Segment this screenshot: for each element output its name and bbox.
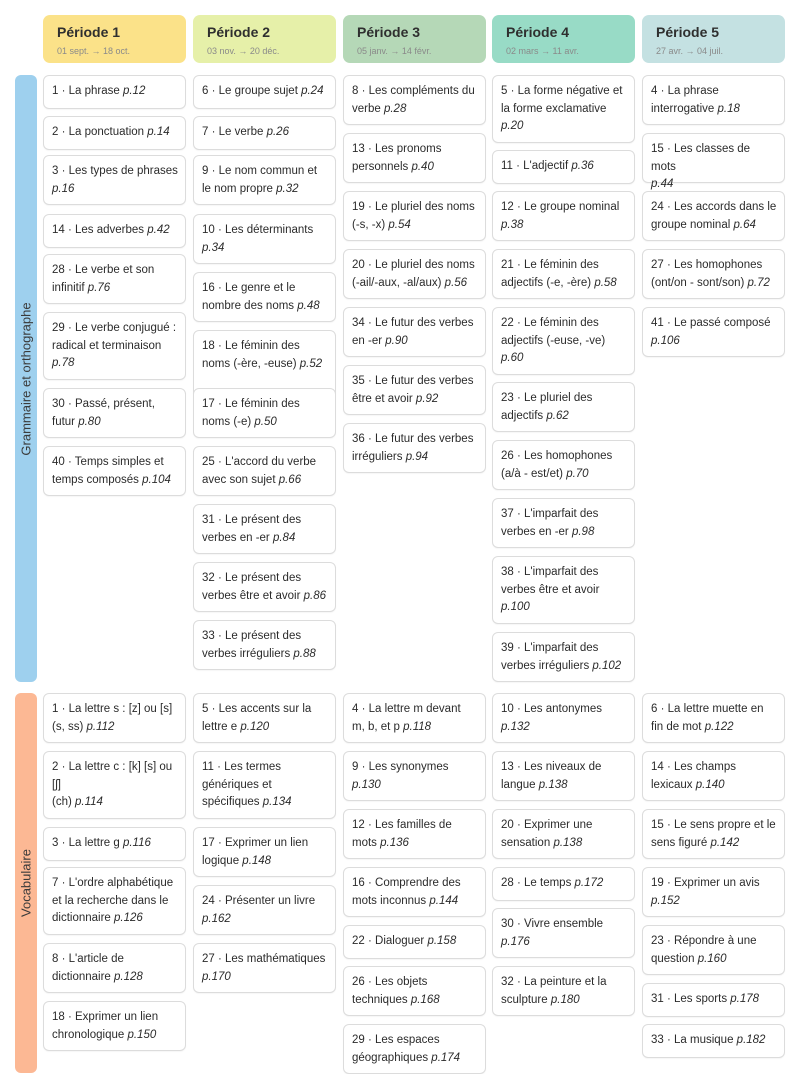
page-reference: p.62 <box>546 409 569 422</box>
lesson-card[interactable] <box>642 867 785 917</box>
lesson-title-line: nombre des noms <box>202 299 298 312</box>
page-reference: p.152 <box>651 894 680 907</box>
page-reference: p.138 <box>553 836 583 849</box>
lesson-title-line: 12 · Le groupe nominal <box>501 201 620 213</box>
lesson-title-line: 18 · Le féminin des <box>202 340 300 352</box>
lesson-title-line: 9 · Le nom commun et <box>202 165 318 177</box>
page-reference: p.142 <box>710 836 740 849</box>
lesson-title-line: 25 · L'accord du verbe <box>202 456 317 468</box>
lesson-card[interactable] <box>642 809 785 859</box>
lesson-card[interactable] <box>642 249 785 299</box>
lesson-title-line: lettre e <box>202 720 241 733</box>
lesson-card[interactable] <box>193 562 336 612</box>
lesson-card[interactable] <box>43 75 186 109</box>
page-reference: p.104 <box>142 473 171 486</box>
section-title: Vocabulaire <box>18 849 34 917</box>
lesson-title-line: 10 · Les déterminants <box>202 224 314 236</box>
lesson-title-line: 14 · Les adverbes <box>52 224 148 236</box>
page-reference: p.178 <box>730 993 760 1005</box>
period-header-3 <box>343 15 486 63</box>
lesson-title-line: verbes irréguliers <box>501 659 593 672</box>
lesson-card[interactable] <box>43 827 186 861</box>
period-dates: 02 mars → 11 avr. <box>506 46 579 56</box>
page-reference: p.78 <box>52 357 75 369</box>
lesson-title-line: 27 · Les homophones <box>651 259 763 271</box>
lesson-title-line: adjectifs (-e, -ère) <box>501 276 595 289</box>
period-header-2 <box>193 15 336 63</box>
page-reference: p.118 <box>403 720 432 733</box>
lesson-title-line: 11 · L'adjectif <box>501 160 572 172</box>
page-reference: p.180 <box>550 993 580 1006</box>
lesson-card[interactable] <box>343 966 486 1016</box>
lesson-title-line: 23 · Le pluriel des <box>501 392 593 404</box>
lesson-title-line: 7 · L'ordre alphabétique <box>52 877 174 889</box>
lesson-title-line: question <box>651 952 698 965</box>
page-reference: p.92 <box>415 392 439 405</box>
lesson-title-line: génériques et <box>202 778 272 791</box>
lesson-card[interactable] <box>343 75 486 125</box>
lesson-title-line: infinitif <box>52 281 88 294</box>
lesson-card[interactable] <box>343 191 486 241</box>
lesson-title-line: (ont/on - sont/son) <box>651 276 748 289</box>
lesson-title-line: avec son sujet <box>202 473 279 486</box>
page-reference: p.76 <box>87 281 111 294</box>
lesson-card[interactable] <box>343 423 486 473</box>
page-reference: p.86 <box>303 589 327 602</box>
lesson-title-line: noms (-ère, -euse) <box>202 357 300 370</box>
lesson-card[interactable] <box>492 751 635 801</box>
lesson-card[interactable] <box>492 75 635 143</box>
lesson-card[interactable] <box>492 693 635 743</box>
lesson-title-line: 19 · Le pluriel des noms <box>352 201 475 213</box>
lesson-title-line: 8 · Les compléments du <box>352 85 475 97</box>
lesson-card[interactable] <box>642 983 785 1017</box>
page-reference: p.98 <box>571 525 595 538</box>
page-reference: p.134 <box>262 796 292 808</box>
page-reference: p.26 <box>266 126 289 138</box>
lesson-title-line: la forme exclamative <box>501 102 607 115</box>
lesson-title-line: 24 · Présenter un livre <box>202 895 316 907</box>
lesson-title-line: 7 · Le verbe <box>202 126 267 138</box>
period-dates: 03 nov. → 20 déc. <box>207 46 280 56</box>
lesson-title-line: techniques <box>352 993 411 1006</box>
lesson-title-line: lexicaux <box>651 778 696 791</box>
lesson-card[interactable] <box>343 693 486 743</box>
lesson-card[interactable] <box>492 556 635 624</box>
lesson-card[interactable] <box>492 307 635 375</box>
page-reference: p.112 <box>86 720 115 733</box>
lesson-card[interactable] <box>43 943 186 993</box>
lesson-card[interactable] <box>642 75 785 125</box>
page-reference: p.144 <box>429 894 459 907</box>
lesson-title-line: verbes être et avoir <box>202 589 304 602</box>
lesson-title-line: 26 · Les homophones <box>501 450 613 462</box>
page-reference: p.52 <box>299 357 323 370</box>
page-reference: p.54 <box>388 218 411 231</box>
lesson-title-line: 15 · Le sens propre et le <box>651 819 776 831</box>
lesson-card[interactable] <box>492 249 635 299</box>
period-title: Période 2 <box>207 24 271 40</box>
page-reference: p.14 <box>147 126 170 138</box>
lesson-card[interactable] <box>492 632 635 682</box>
lesson-title-line: 36 · Le futur des verbes <box>352 433 474 445</box>
lesson-title-line: 29 · Le verbe conjugué : <box>52 322 177 334</box>
lesson-card[interactable] <box>193 272 336 322</box>
page-reference: p.12 <box>122 85 146 97</box>
lesson-title-line: spécifiques <box>202 796 263 808</box>
lesson-card[interactable] <box>492 440 635 490</box>
lesson-title-line: 9 · Les synonymes <box>352 761 449 773</box>
lesson-title-line: m, b, et p <box>352 720 404 733</box>
lesson-title-line: géographiques <box>352 1051 432 1064</box>
page-reference: p.126 <box>114 912 143 924</box>
lesson-card[interactable] <box>492 809 635 859</box>
lesson-card[interactable] <box>343 751 486 801</box>
lesson-title-line: 16 · Le genre et le <box>202 282 296 294</box>
lesson-card[interactable] <box>43 312 186 380</box>
lesson-title-line: (-ail/-aux, -al/aux) <box>352 276 445 289</box>
page-reference: p.94 <box>405 450 429 463</box>
lesson-title-line: 20 · Exprimer une <box>501 819 593 831</box>
lesson-title-line: 16 · Comprendre des <box>352 877 461 889</box>
page-reference: p.100 <box>501 601 530 613</box>
lesson-title-line: verbes en -er <box>501 525 572 538</box>
lesson-title-line: 30 · Vivre ensemble <box>501 918 604 930</box>
page-reference: p.122 <box>704 720 734 733</box>
lesson-title-line: (s, ss) <box>52 720 87 733</box>
lesson-title-line: 12 · Les familles de <box>352 819 452 831</box>
lesson-card[interactable] <box>343 307 486 357</box>
lesson-title-line: [ʃ] <box>52 778 61 791</box>
lesson-title-line: et la recherche dans le <box>52 894 169 907</box>
lesson-title-line: radical et terminaison <box>52 339 162 352</box>
lesson-card[interactable] <box>492 908 635 958</box>
page-reference: p.66 <box>278 473 302 486</box>
lesson-title-line: irréguliers <box>352 450 406 463</box>
lesson-title-line: 34 · Le futur des verbes <box>352 317 474 329</box>
lesson-card[interactable] <box>43 693 186 743</box>
lesson-title-line: 28 · Le temps <box>501 877 575 889</box>
lesson-card[interactable] <box>642 191 785 241</box>
page-reference: p.72 <box>747 276 770 289</box>
lesson-title-line: fin de mot <box>651 720 705 733</box>
lesson-title-line: chronologique <box>52 1028 128 1041</box>
page-reference: p.80 <box>78 415 101 428</box>
page-reference: p.136 <box>380 836 409 849</box>
page-reference: p.56 <box>444 276 468 289</box>
lesson-title-line: 38 · L'imparfait des <box>501 566 599 578</box>
lesson-card[interactable] <box>193 885 336 935</box>
lesson-title-line: noms (-e) <box>202 415 255 428</box>
lesson-title-line: 29 · Les espaces <box>352 1034 440 1046</box>
lesson-title-line: 33 · Le présent des <box>202 630 302 642</box>
page-reference: p.160 <box>697 952 727 965</box>
lesson-card[interactable] <box>492 867 635 901</box>
page-reference: p.176 <box>501 935 530 948</box>
page-reference: p.168 <box>410 993 440 1006</box>
page-reference: p.60 <box>501 352 524 364</box>
lesson-title-line: 37 · L'imparfait des <box>501 508 599 520</box>
lesson-card[interactable] <box>43 388 186 438</box>
lesson-title-line: adjectifs <box>501 409 547 422</box>
page-reference: p.84 <box>272 531 296 544</box>
lesson-card[interactable] <box>43 254 186 304</box>
lesson-title-line: 31 · Les sports <box>651 993 731 1005</box>
lesson-title-line: être et avoir <box>352 392 416 405</box>
page-reference: p.120 <box>240 720 270 733</box>
lesson-card[interactable] <box>43 446 186 496</box>
lesson-card[interactable] <box>492 150 635 184</box>
section-label-grammaire <box>15 75 37 682</box>
lesson-title-line: personnels <box>352 160 412 173</box>
page-reference: p.106 <box>651 334 680 347</box>
lesson-title-line: 6 · La lettre muette en <box>651 703 764 715</box>
lesson-title-line: 20 · Le pluriel des noms <box>352 259 475 271</box>
lesson-card[interactable] <box>193 827 336 877</box>
page-reference: p.116 <box>122 837 151 849</box>
period-title: Période 5 <box>656 24 720 40</box>
page-reference: p.58 <box>594 276 617 289</box>
lesson-title-line: 5 · Les accents sur la <box>202 703 312 715</box>
lesson-title-line: (ch) <box>52 796 75 808</box>
lesson-card[interactable] <box>193 75 336 109</box>
lesson-card[interactable] <box>193 693 336 743</box>
lesson-title-line: verbes être et avoir <box>501 583 600 596</box>
period-dates: 27 avr. → 04 juil. <box>656 46 724 56</box>
lesson-title-line: 6 · Le groupe sujet <box>202 85 302 97</box>
lesson-card[interactable] <box>642 133 785 190</box>
lesson-card[interactable] <box>43 751 186 819</box>
page-reference: p.172 <box>574 877 604 889</box>
page-reference: p.40 <box>411 160 434 173</box>
page-reference: p.34 <box>202 241 225 254</box>
lesson-title-line: futur <box>52 415 79 428</box>
lesson-title-line: 1 · La phrase <box>52 85 123 97</box>
lesson-title-line: verbes en -er <box>202 531 273 544</box>
page-reference: p.170 <box>202 970 231 983</box>
lesson-card[interactable] <box>642 751 785 801</box>
lesson-card[interactable] <box>193 620 336 670</box>
lesson-title-line: mots inconnus <box>352 894 430 907</box>
lesson-title-line: sens figuré <box>651 836 711 849</box>
page-reference: p.140 <box>695 778 725 791</box>
page-reference: p.24 <box>301 85 324 97</box>
lesson-title-line: sensation <box>501 836 554 849</box>
lesson-title-line: 22 · Dialoguer <box>352 935 428 947</box>
lesson-title-line: 33 · La musique <box>651 1034 737 1046</box>
page-reference: p.38 <box>501 218 524 231</box>
lesson-title-line: le nom propre <box>202 182 277 195</box>
lesson-title-line: en -er <box>352 334 386 347</box>
lesson-title-line: temps composés <box>52 473 143 486</box>
lesson-title-line: 4 · La phrase <box>651 85 719 97</box>
page-reference: p.130 <box>352 778 381 791</box>
lesson-title-line: 13 · Les pronoms <box>352 143 442 155</box>
lesson-card[interactable] <box>642 1024 785 1058</box>
lesson-title-line: 21 · Le féminin des <box>501 259 599 271</box>
page-reference: p.28 <box>383 102 407 115</box>
page-reference: p.50 <box>254 415 277 428</box>
lesson-card[interactable] <box>343 867 486 917</box>
page-reference: p.20 <box>501 120 524 132</box>
lesson-title-line: 3 · La lettre g <box>52 837 123 849</box>
lesson-card[interactable] <box>193 155 336 205</box>
page-reference: p.182 <box>736 1034 766 1046</box>
lesson-card[interactable] <box>43 155 186 205</box>
lesson-title-line: 23 · Répondre à une <box>651 935 757 947</box>
section-title: Grammaire et orthographe <box>18 301 34 456</box>
lesson-title-line: 26 · Les objets <box>352 976 428 988</box>
period-dates: 01 sept. → 18 oct. <box>57 46 131 56</box>
lesson-card[interactable] <box>642 925 785 975</box>
lesson-title-line: 41 · Le passé composé <box>651 317 771 329</box>
lesson-title-line: verbes irréguliers <box>202 647 294 660</box>
lesson-title-line: 35 · Le futur des verbes <box>352 375 474 387</box>
lesson-title-line: interrogative <box>651 102 718 115</box>
lesson-title-line: 17 · Le féminin des <box>202 398 300 410</box>
page-reference: p.90 <box>385 334 408 347</box>
page-reference: p.36 <box>571 160 594 172</box>
lesson-card[interactable] <box>193 116 336 150</box>
page-reference: p.70 <box>566 467 589 480</box>
lesson-title-line: adjectifs (-euse, -ve) <box>501 334 606 347</box>
page-reference: p.16 <box>52 182 75 195</box>
lesson-card[interactable] <box>193 943 336 993</box>
lesson-title-line: 32 · Le présent des <box>202 572 302 584</box>
lesson-title-line: 3 · Les types de phrases <box>52 165 178 177</box>
lesson-card[interactable] <box>343 249 486 299</box>
period-title: Période 4 <box>506 24 570 40</box>
lesson-title-line: groupe nominal <box>651 218 734 231</box>
lesson-title-line: 19 · Exprimer un avis <box>651 877 760 889</box>
period-title: Période 3 <box>357 24 421 40</box>
lesson-title-line: 13 · Les niveaux de <box>501 761 602 773</box>
lesson-title-line: 18 · Exprimer un lien <box>52 1011 159 1023</box>
page-reference: p.150 <box>127 1028 157 1041</box>
lesson-title-line: 5 · La forme négative et <box>501 85 623 97</box>
page-reference: p.138 <box>538 778 568 791</box>
lesson-card[interactable] <box>193 214 336 264</box>
lesson-title-line: 22 · Le féminin des <box>501 317 599 329</box>
lesson-card[interactable] <box>193 446 336 496</box>
lesson-card[interactable] <box>343 809 486 859</box>
page-reference: p.64 <box>733 218 756 231</box>
lesson-title-line: 14 · Les champs <box>651 761 737 773</box>
lesson-card[interactable] <box>43 116 186 150</box>
lesson-title-line: 17 · Exprimer un lien <box>202 837 309 849</box>
lesson-card[interactable] <box>492 966 635 1016</box>
lesson-card[interactable] <box>343 925 486 959</box>
lesson-card[interactable] <box>193 504 336 554</box>
lesson-title-line: dictionnaire <box>52 970 115 983</box>
page-reference: p.102 <box>592 659 622 672</box>
lesson-title-line: 40 · Temps simples et <box>52 456 164 468</box>
lesson-card[interactable] <box>43 214 186 248</box>
lesson-title-line: verbe <box>352 102 384 115</box>
lesson-card[interactable] <box>43 867 186 935</box>
lesson-card[interactable] <box>193 388 336 438</box>
period-dates: 05 janv. → 14 févr. <box>357 46 432 56</box>
period-header-4 <box>492 15 635 63</box>
page-reference: p.42 <box>147 224 170 236</box>
lesson-title-line: 4 · La lettre m devant <box>352 703 461 715</box>
lesson-card[interactable] <box>43 1001 186 1051</box>
lesson-card[interactable] <box>492 191 635 241</box>
lesson-card[interactable] <box>642 693 785 743</box>
lesson-title-line: 28 · Le verbe et son <box>52 264 155 276</box>
lesson-title-line: sculpture <box>501 993 551 1006</box>
lesson-title-line: 31 · Le présent des <box>202 514 302 526</box>
lesson-card[interactable] <box>193 751 336 819</box>
section-label-vocabulaire <box>15 693 37 1073</box>
lesson-card[interactable] <box>492 498 635 548</box>
period-title: Période 1 <box>57 24 121 40</box>
lesson-title-line: 15 · Les classes de mots <box>651 143 751 173</box>
lesson-title-line: 39 · L'imparfait des <box>501 642 599 654</box>
page-reference: p.88 <box>293 647 316 660</box>
lesson-title-line: 11 · Les termes <box>202 761 282 773</box>
lesson-title-line: (a/à - est/et) <box>501 467 567 480</box>
page-reference: p.132 <box>501 720 530 733</box>
lesson-title-line: (-s, -x) <box>352 218 389 231</box>
page-reference: p.158 <box>427 935 457 947</box>
lesson-title-line: langue <box>501 778 539 791</box>
lesson-title-line: 10 · Les antonymes <box>501 703 603 715</box>
page-reference: p.48 <box>297 299 320 312</box>
lesson-title-line: 2 · La lettre c : [k] [s] ou <box>52 761 173 773</box>
page-reference: p.114 <box>75 796 103 808</box>
lesson-title-line: 30 · Passé, présent, <box>52 398 155 410</box>
lesson-title-line: 8 · L'article de <box>52 953 124 965</box>
page-reference: p.162 <box>202 912 231 925</box>
page-reference: p.128 <box>114 970 143 983</box>
page-reference: p.18 <box>717 102 740 115</box>
period-header-5 <box>642 15 785 63</box>
lesson-title-line: dictionnaire <box>52 912 115 924</box>
lesson-card[interactable] <box>343 365 486 415</box>
lesson-card[interactable] <box>492 382 635 432</box>
lesson-title-line: 2 · La ponctuation <box>52 126 148 138</box>
page-reference: p.32 <box>276 182 299 195</box>
lesson-title-line: 32 · La peinture et la <box>501 976 607 988</box>
lesson-title-line: logique <box>202 854 243 867</box>
lesson-card[interactable] <box>343 133 486 183</box>
lesson-title-line: 27 · Les mathématiques <box>202 953 326 965</box>
period-header-1 <box>43 15 186 63</box>
page-reference: p.174 <box>431 1051 461 1064</box>
lesson-card[interactable] <box>642 307 785 357</box>
lesson-title-line: 24 · Les accords dans le <box>651 201 777 213</box>
page-reference: p.44 <box>651 178 674 190</box>
lesson-title-line: mots <box>352 836 381 849</box>
page-reference: p.148 <box>242 854 272 867</box>
lesson-title-line: 1 · La lettre s : [z] ou [s] <box>52 703 173 715</box>
